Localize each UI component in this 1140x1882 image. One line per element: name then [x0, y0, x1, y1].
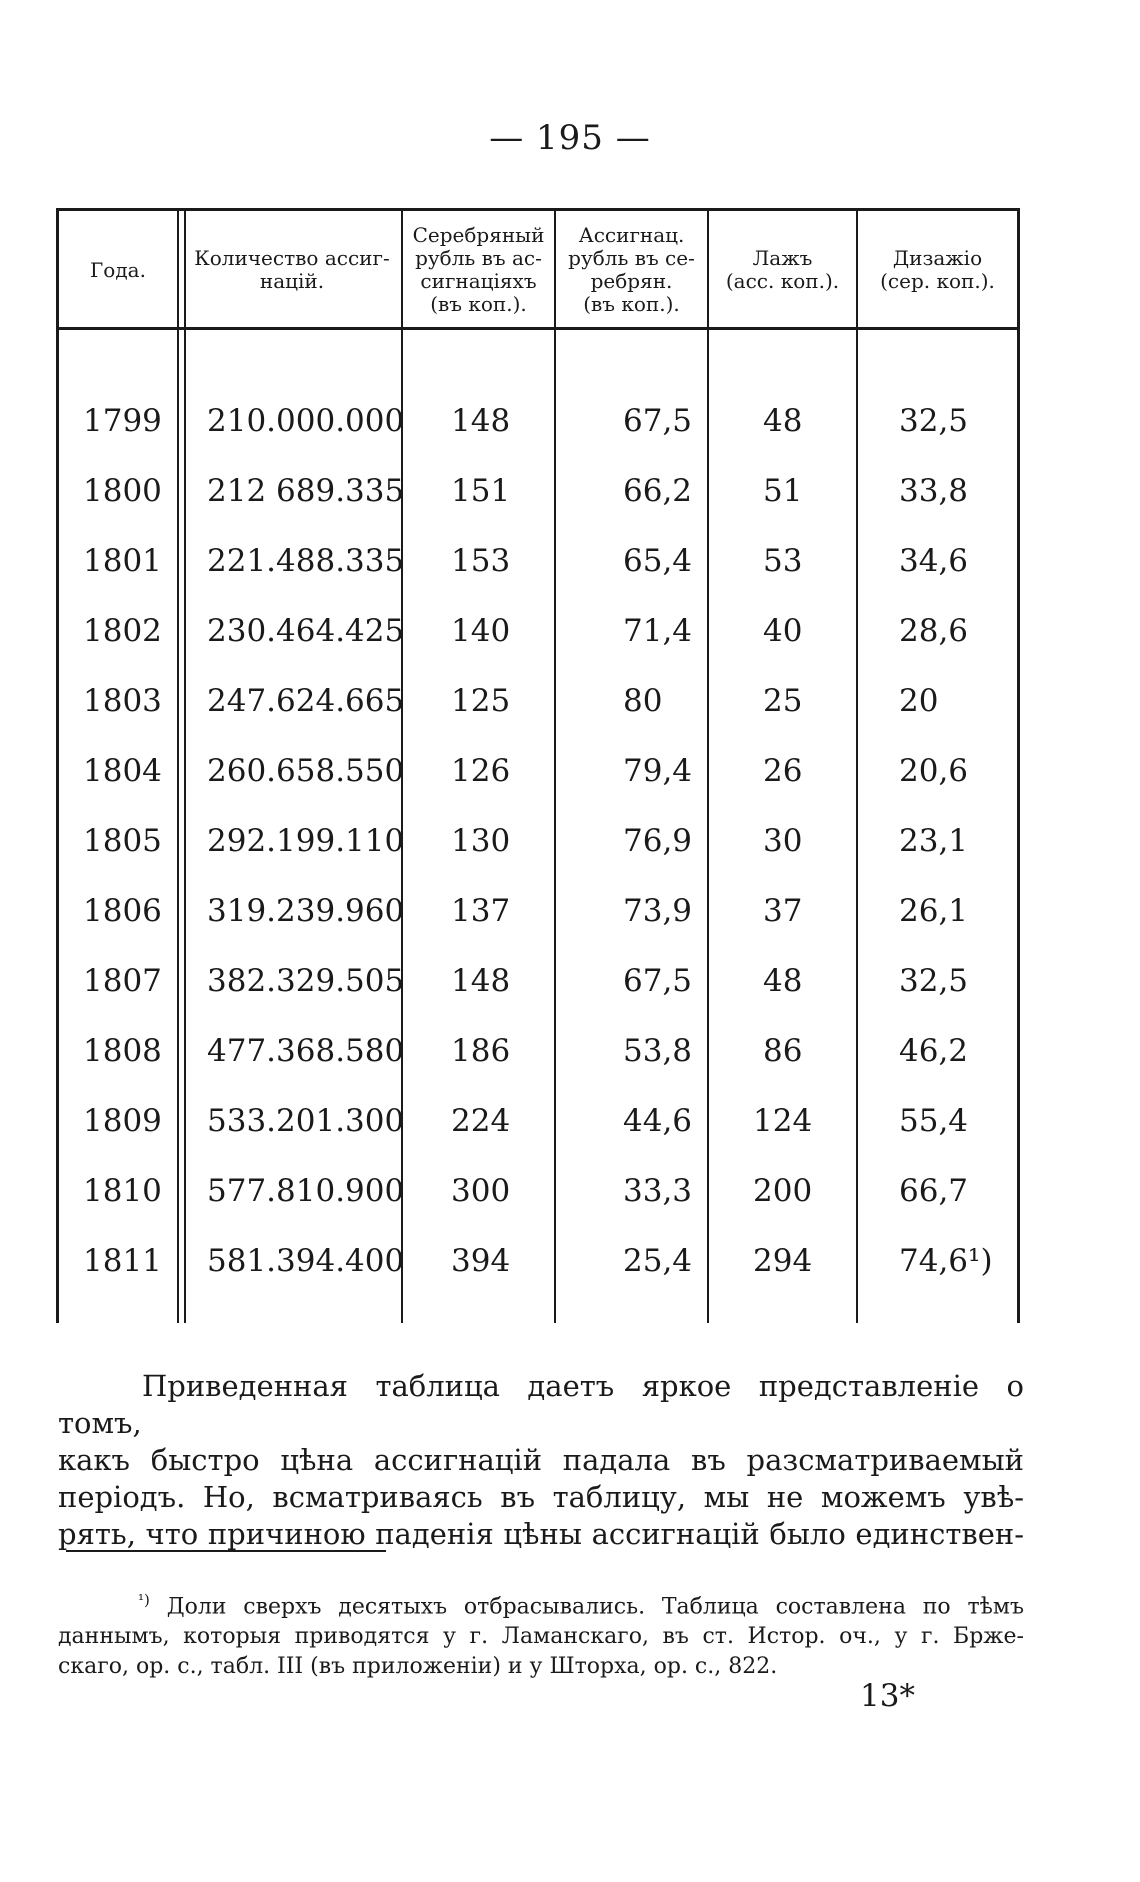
- table-row: [59, 1161, 1017, 1221]
- cell-silver: 140: [451, 613, 511, 649]
- cell-silver: 125: [451, 683, 511, 719]
- cell-assig: 71,4: [623, 613, 693, 649]
- cell-assig: 33,3: [623, 1173, 693, 1209]
- paragraph-line: періодъ. Но, всматриваясь въ таблицу, мы не можемъ увѣ-: [58, 1480, 1024, 1514]
- footnote: [58, 1585, 1024, 1682]
- cell-lazh: 48: [763, 403, 803, 439]
- header-assignat-rouble: Ассигнац. рубль въ се- ребрян. (въ коп.).: [568, 223, 695, 316]
- table-row: [59, 1231, 1017, 1291]
- cell-year: 1807: [83, 963, 162, 999]
- footnote-line: [58, 1585, 1024, 1622]
- table-row: [59, 811, 1017, 871]
- cell-quantity: 319.239.960: [207, 893, 405, 929]
- data-table: [56, 208, 1020, 1323]
- cell-lazh: 200: [753, 1173, 813, 1209]
- cell-disagio: 20,6: [899, 753, 969, 789]
- body-paragraph: [58, 1368, 1024, 1553]
- cell-lazh: 51: [763, 473, 803, 509]
- cell-quantity: 477.368.580: [207, 1033, 405, 1069]
- footnote-line: даннымъ, которыя приводятся у г. Ламанскаго, въ ст. Истор. оч., у г. Бржe-: [58, 1624, 1024, 1650]
- cell-lazh: 30: [763, 823, 803, 859]
- header-year: Года.: [90, 257, 146, 282]
- page-number: — 195 —: [489, 118, 651, 158]
- cell-quantity: 210.000.000: [207, 403, 405, 439]
- cell-disagio: 34,6: [899, 543, 969, 579]
- cell-disagio: 74,6¹): [899, 1243, 993, 1279]
- cell-quantity: 581.394.400: [207, 1243, 405, 1279]
- cell-assig: 67,5: [623, 963, 693, 999]
- header-silver-rouble: Серебряный рубль въ ас- сигнаціяхъ (въ коп.).: [412, 223, 545, 316]
- cell-year: 1805: [83, 823, 162, 859]
- cell-disagio: 26,1: [899, 893, 969, 929]
- cell-disagio: 32,5: [899, 963, 969, 999]
- cell-year: 1802: [83, 613, 162, 649]
- table-row: [59, 461, 1017, 521]
- cell-assig: 44,6: [623, 1103, 693, 1139]
- cell-lazh: 53: [763, 543, 803, 579]
- table-row: [59, 391, 1017, 451]
- cell-year: 1809: [83, 1103, 162, 1139]
- cell-disagio: 20: [899, 683, 939, 719]
- cell-quantity: 292.199.110: [207, 823, 405, 859]
- footnote-line: скаго, ор. с., табл. III (въ приложеніи) и у Шторха, ор. с., 822.: [58, 1654, 778, 1680]
- cell-lazh: 86: [763, 1033, 803, 1069]
- cell-assig: 66,2: [623, 473, 693, 509]
- cell-disagio: 33,8: [899, 473, 969, 509]
- paragraph-line: Приведенная таблица даетъ яркое представленіе о томъ,: [58, 1369, 1024, 1440]
- cell-assig: 25,4: [623, 1243, 693, 1279]
- cell-disagio: 46,2: [899, 1033, 969, 1069]
- cell-quantity: 212 689.335: [207, 473, 405, 509]
- footnote-line-text: Доли сверхъ десятыхъ отбрасывались. Таблица составлена по тѣмъ: [166, 1594, 1024, 1620]
- cell-year: 1808: [83, 1033, 162, 1069]
- cell-assig: 79,4: [623, 753, 693, 789]
- cell-disagio: 55,4: [899, 1103, 969, 1139]
- header-rule: [59, 327, 1017, 330]
- cell-year: 1801: [83, 543, 162, 579]
- cell-lazh: 48: [763, 963, 803, 999]
- cell-quantity: 382.329.505: [207, 963, 405, 999]
- cell-year: 1811: [83, 1243, 162, 1279]
- paragraph-line: рять, что причиною паденія цѣны ассигнацій было единствен-: [58, 1517, 1024, 1551]
- table-row: [59, 1091, 1017, 1151]
- cell-silver: 224: [451, 1103, 511, 1139]
- cell-assig: 65,4: [623, 543, 693, 579]
- cell-quantity: 577.810.900: [207, 1173, 405, 1209]
- cell-lazh: 26: [763, 753, 803, 789]
- table-row: [59, 601, 1017, 661]
- cell-disagio: 32,5: [899, 403, 969, 439]
- cell-assig: 80: [623, 683, 663, 719]
- cell-quantity: 247.624.665: [207, 683, 405, 719]
- cell-assig: 76,9: [623, 823, 693, 859]
- cell-disagio: 28,6: [899, 613, 969, 649]
- cell-silver: 394: [451, 1243, 511, 1279]
- cell-year: 1799: [83, 403, 162, 439]
- cell-lazh: 37: [763, 893, 803, 929]
- header-quantity: Количество ассиг- націй.: [194, 246, 390, 293]
- paragraph-line: какъ быстро цѣна ассигнацій падала въ разсматриваемый: [58, 1443, 1024, 1477]
- cell-assig: 67,5: [623, 403, 693, 439]
- cell-silver: 300: [451, 1173, 511, 1209]
- cell-quantity: 260.658.550: [207, 753, 405, 789]
- cell-silver: 151: [451, 473, 511, 509]
- cell-quantity: 533.201.300: [207, 1103, 405, 1139]
- header-disagio: Дизажіо (сер. коп.).: [880, 246, 995, 293]
- table-row: [59, 671, 1017, 731]
- header-lazh: Лажъ (асс. коп.).: [725, 246, 840, 293]
- table-row: [59, 741, 1017, 801]
- signature-mark: 13*: [860, 1678, 915, 1714]
- cell-year: 1804: [83, 753, 162, 789]
- table-row: [59, 951, 1017, 1011]
- cell-silver: 153: [451, 543, 511, 579]
- cell-assig: 53,8: [623, 1033, 693, 1069]
- cell-assig: 73,9: [623, 893, 693, 929]
- cell-silver: 148: [451, 403, 511, 439]
- cell-silver: 126: [451, 753, 511, 789]
- cell-year: 1810: [83, 1173, 162, 1209]
- cell-lazh: 40: [763, 613, 803, 649]
- cell-silver: 137: [451, 893, 511, 929]
- cell-quantity: 230.464.425: [207, 613, 405, 649]
- footnote-marker: ¹): [138, 1591, 150, 1609]
- cell-disagio: 23,1: [899, 823, 969, 859]
- cell-silver: 130: [451, 823, 511, 859]
- cell-lazh: 25: [763, 683, 803, 719]
- cell-quantity: 221.488.335: [207, 543, 405, 579]
- cell-year: 1806: [83, 893, 162, 929]
- cell-silver: 186: [451, 1033, 511, 1069]
- table-row: [59, 881, 1017, 941]
- cell-disagio: 66,7: [899, 1173, 969, 1209]
- cell-lazh: 294: [753, 1243, 813, 1279]
- cell-year: 1800: [83, 473, 162, 509]
- table-row: [59, 1021, 1017, 1081]
- cell-silver: 148: [451, 963, 511, 999]
- footnote-rule: [66, 1550, 386, 1552]
- cell-lazh: 124: [753, 1103, 813, 1139]
- cell-year: 1803: [83, 683, 162, 719]
- table-row: [59, 531, 1017, 591]
